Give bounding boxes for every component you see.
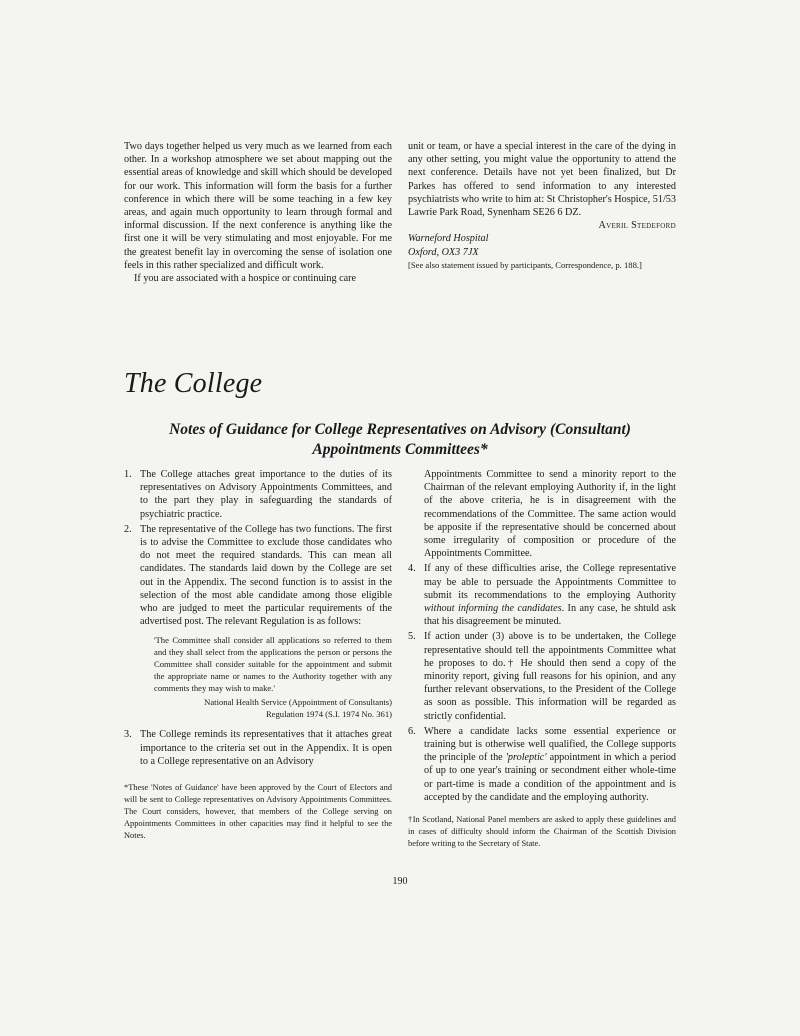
footnote-star: *These 'Notes of Guidance' have been approved by the Court of Electors and will be sent to College representatives on Advisory Appointments Committees. The Court considers, however, that members of the College serving on Appointments Committees in other capacities may find it helpful to see the Notes. bbox=[124, 783, 392, 841]
notes-right-column bbox=[408, 468, 676, 850]
list-item-6 bbox=[408, 725, 676, 804]
list-text-6b: appointment in which a period of up to one year's training or secondment either whole-time or part-time is made a condition of the appointment and is accepted by the candidate and the employing authority. bbox=[424, 752, 677, 803]
list-text-3: The College reminds its representatives that it attaches great importance to the criteria set out in the Appendix. It is open to a College representative on an Advisory bbox=[140, 729, 392, 767]
list-number-4: 4. bbox=[408, 563, 416, 575]
top-left-column bbox=[124, 140, 392, 285]
list-text-2: The representative of the College has two functions. The first is to advise the Committee to exclude those candidates who do not meet the required standards. This can mean all candidates. The standards laid down by the College are set out in the Appendix. The second function is to assist in the selection of the most able candidate among those eligible who are judged to meet the particular requirements of the advertised post. The relevant Regulation is as follows: bbox=[140, 523, 392, 628]
list-text-4a: If any of these difficulties arise, the College representative may be able to persuade the Appointments Committee to submit its recommendations to the employing Authority bbox=[424, 563, 676, 601]
notes-left-column bbox=[124, 468, 392, 842]
author-address-line-2: Oxford, OX3 7JX bbox=[408, 246, 479, 258]
regulation-citation bbox=[154, 696, 392, 720]
list-item-4 bbox=[408, 562, 676, 628]
list-item-1 bbox=[124, 468, 392, 521]
top-right-paragraph: unit or team, or have a special interest in the care of the dying in any other setting, you might value the opportunity to attend the next conference. Details have not yet been finalized, but Dr Parkes has offered to send information to any interested psychiatrists who write to him at: St Christopher's Hospice, 51/53 Lawrie Park Road, Synenham SE26 6 DZ. bbox=[408, 141, 676, 219]
list-text-3-continued: Appointments Committee to send a minority report to the Chairman of the relevant employing Authority if, in the light of the above criteria, he is in disagreement with the recommendations of the Committee. The same action would be apposite if the representative should be concerned about some irregularity of composition or procedure of the Appointments Committee. bbox=[424, 469, 676, 560]
author-signature: Averil Stedeford bbox=[598, 220, 676, 232]
citation-line-1: National Health Service (Appointment of Consultants) bbox=[204, 697, 392, 708]
citation-line-2: Regulation 1974 (S.I. 1974 No. 361) bbox=[265, 709, 392, 720]
list-number-1: 1. bbox=[124, 469, 132, 480]
list-text-6-italic: 'proleptic' bbox=[505, 752, 547, 764]
list-item-3 bbox=[124, 728, 392, 768]
list-text-5: If action under (3) above is to be undertaken, the College representative should tell the appointments Committee what he proposes to do.† He should then send a copy of the minority report, giving full reasons for his opinion, and any further relevant observations, to the President of the College as soon as possible. This information will be regarded as strictly confidential. bbox=[424, 631, 676, 722]
list-item-5 bbox=[408, 630, 676, 722]
list-item-2 bbox=[124, 523, 392, 721]
list-number-2: 2. bbox=[124, 523, 132, 535]
top-left-paragraph-2: If you are associated with a hospice or continuing care bbox=[134, 273, 357, 285]
list-number-5: 5. bbox=[408, 631, 416, 643]
notes-heading bbox=[120, 420, 680, 460]
top-right-column bbox=[408, 140, 676, 272]
list-text-6a: Where a candidate lacks some essential experience or training but is otherwise well qualified, the College supports the principle of the bbox=[424, 725, 676, 764]
page-number: 190 bbox=[392, 876, 408, 887]
section-title: The College bbox=[124, 368, 263, 399]
notes-heading-line-2: Appointments Committees* bbox=[312, 441, 488, 458]
list-text-1: The College attaches great importance to the duties of its representatives on Advisory Appointments Committees, and to the part they play in safeguarding the standards of psychiatric practice. bbox=[140, 469, 392, 520]
list-text-4b: . In any case, he shtuld ask that his disagreement be minuted. bbox=[424, 603, 677, 628]
notes-heading-line-1: Notes of Guidance for College Representatives on Advisory (Consultant) bbox=[169, 421, 631, 438]
regulation-quote: 'The Committee shall consider all applications so referred to them and they shall select from the applications the person or persons the Committee shall consider suitable for the appointment and submit the appropriate name or names to the Authority together with any comments they may wish to make.' bbox=[154, 635, 392, 694]
list-number-6: 6. bbox=[408, 725, 416, 737]
list-text-4-italic: without informing the candidates bbox=[424, 603, 562, 615]
list-number-3: 3. bbox=[124, 729, 132, 741]
footnote-dagger: †In Scotland, National Panel members are asked to apply these guidelines and in cases of difficulty should inform the Chairman of the Scottish Division before writing to the Secretary of State. bbox=[408, 815, 676, 849]
author-address-line-1: Warneford Hospital bbox=[408, 233, 489, 245]
top-left-paragraph-1: Two days together helped us very much as we learned from each other. In a workshop atmosphere we set about mapping out the essential areas of knowledge and skill which should be developed for our work. This information will form the basis for a further conference in which there will be some teaching in a few key areas, and again much opportunity to learn through formal and informal discussion. If the next conference is anything like the first one it will be very stimulating and most enjoyable. For me the greatest benefit lay in overcoming the sense of isolation one feels in this rather specialized and difficult work. bbox=[124, 141, 392, 271]
correspondence-note: [See also statement issued by participants, Correspondence, p. 188.] bbox=[408, 259, 642, 270]
list-item-3-continued bbox=[408, 468, 676, 560]
